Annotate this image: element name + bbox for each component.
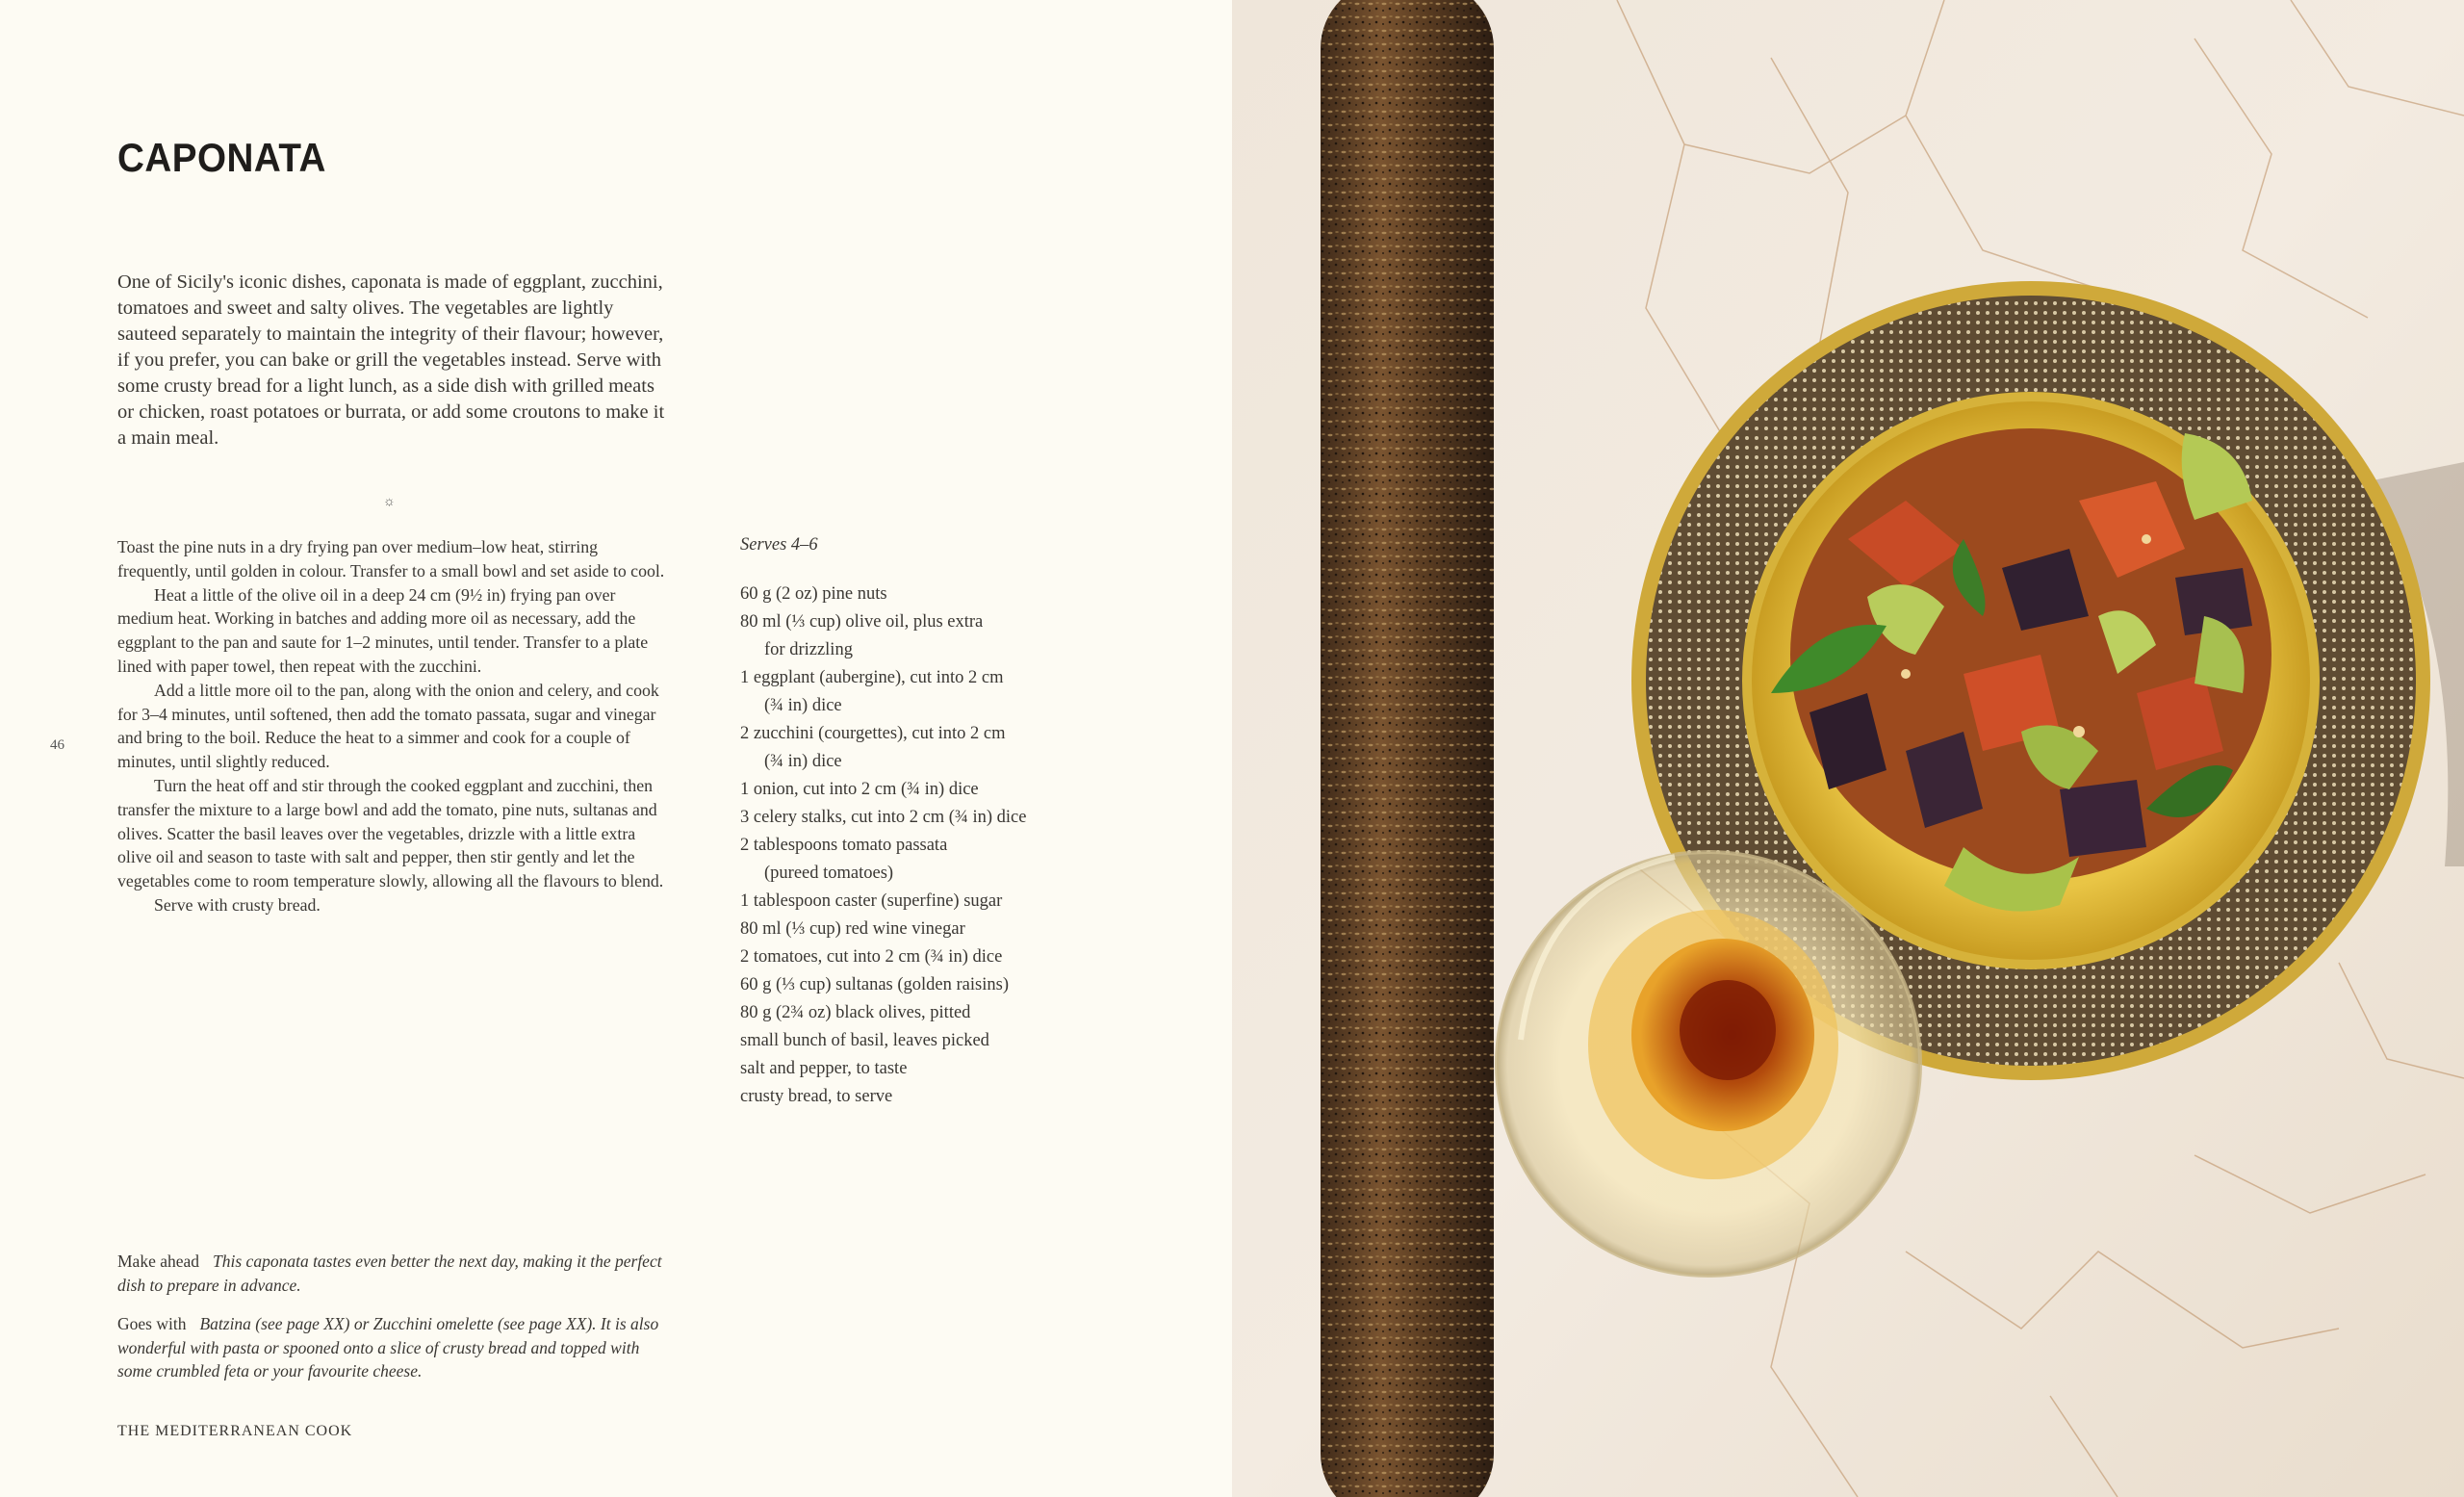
serves-line: Serves 4–6 [740, 535, 818, 555]
method-step: Toast the pine nuts in a dry frying pan over medium–low heat, stirring frequently, until golden in colour. Transfer to a small bowl and set aside to cool. [117, 537, 665, 581]
make-ahead-text: This caponata tastes even better the next day, making it the perfect dish to prepare in advance. [117, 1252, 662, 1295]
ingredient-item: 1 onion, cut into 2 cm (¾ in) dice [740, 780, 979, 799]
make-ahead-label: Make ahead [117, 1252, 200, 1271]
ingredient-item: 80 g (2¾ oz) black olives, pitted [740, 1003, 971, 1022]
method-step: Add a little more oil to the pan, along with the onion and celery, and cook for 3–4 minutes, until softened, then add the tomato passata, sugar and vinegar and bring to the boil. Reduce the heat to a simmer and cook for a couple of minutes, until slightly reduced. [117, 680, 659, 772]
ingredient-item: salt and pepper, to taste [740, 1059, 908, 1078]
make-ahead-note [117, 1250, 676, 1297]
sun-ornament-icon: ☼ [383, 495, 396, 509]
ingredient-item: 60 g (⅓ cup) sultanas (golden raisins) [740, 975, 1009, 994]
caponata-photo [1232, 0, 2464, 1497]
method-step: Turn the heat off and stir through the cooked eggplant and zucchini, then transfer the mixture to a large bowl and add the tomato, pine nuts, sultanas and olives. Scatter the basil leaves over the vegetables, drizzle with a little extra olive oil and season to taste with salt and pepper, then stir gently and let the vegetables come to room temperature slowly, allowing all the flavours to blend. [117, 775, 664, 891]
recipe-notes [117, 1250, 676, 1399]
ingredient-list [740, 581, 1125, 1111]
ingredient-item: 2 zucchini (courgettes), cut into 2 cm (¾ in) dice [740, 724, 1006, 771]
ingredient-item: 1 eggplant (aubergine), cut into 2 cm (¾ in) dice [740, 668, 1004, 715]
recipe-intro: One of Sicily's iconic dishes, caponata is made of eggplant, zucchini, tomatoes and sweet and salty olives. The vegetables are lightly sauteed separately to maintain the integrity of their flavour; however, if you prefer, you can bake or grill the vegetables instead. Serve with some crusty bread for a light lunch, as a side dish with grilled meats or chicken, roast potatoes or burrata, or add some croutons to make it a main meal. [117, 271, 665, 449]
food-photo [1232, 0, 2464, 1497]
ingredient-item: 1 tablespoon caster (superfine) sugar [740, 891, 1003, 911]
ingredient-item: 2 tablespoons tomato passata (pureed tomatoes) [740, 836, 948, 883]
book-title-footer: THE MEDITERRANEAN COOK [117, 1423, 353, 1439]
method-text [117, 535, 671, 917]
ingredient-item: 80 ml (⅓ cup) olive oil, plus extra for drizzling [740, 612, 984, 659]
ingredient-item: small bunch of basil, leaves picked [740, 1031, 989, 1050]
ingredient-item: 3 celery stalks, cut into 2 cm (¾ in) dice [740, 808, 1027, 827]
ingredient-item: 80 ml (⅓ cup) red wine vinegar [740, 919, 965, 939]
goes-with-text: Batzina (see page XX) or Zucchini omelette (see page XX). It is also wonderful with pasta or spooned onto a slice of crusty bread and topped with some crumbled feta or your favourite cheese. [117, 1314, 659, 1381]
method-step: Heat a little of the olive oil in a deep 24 cm (9½ in) frying pan over medium heat. Working in batches and adding more oil as necessary, add the eggplant to the pan and saute for 1–2 minutes, until tender. Transfer to a plate lined with paper towel, then repeat with the zucchini. [117, 584, 649, 676]
recipe-title: CAPONATA [117, 135, 326, 180]
method-step: Serve with crusty bread. [154, 894, 321, 915]
goes-with-note [117, 1312, 676, 1383]
page-number: 46 [50, 737, 64, 753]
ingredient-item: 2 tomatoes, cut into 2 cm (¾ in) dice [740, 947, 1003, 967]
goes-with-label: Goes with [117, 1314, 187, 1334]
ingredient-item: crusty bread, to serve [740, 1087, 893, 1106]
ingredient-item: 60 g (2 oz) pine nuts [740, 584, 887, 604]
